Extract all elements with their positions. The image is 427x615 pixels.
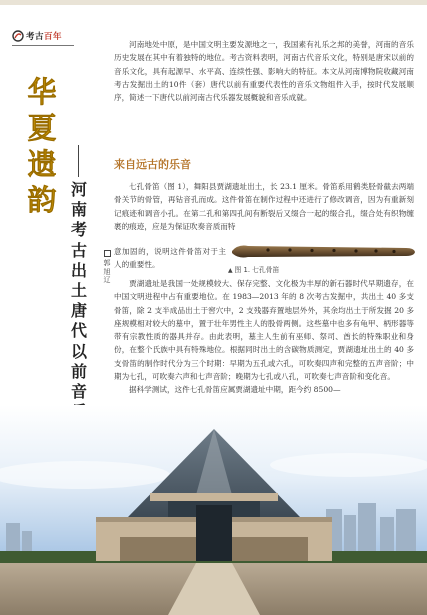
top-decor-band xyxy=(0,0,427,5)
intro-paragraph: 河南地处中原，是中国文明主要发源地之一，我国素有礼乐之邦的美誉，河南的音乐历史发展在其中有着独特的地位。考古资料表明，河南古代音乐文化，特别是唐宋以前的音乐文化，具有起源早、水平高、连续性强、影响大的特征。本文从河南博物院收藏河南考古发掘出土的10件（套）唐代以前有重要代表性的音乐文物组件入手，按时代发展顺序，简述一下唐代以前河南古代乐器发展概貌和音乐成就。 xyxy=(114,40,414,103)
subtitle-char: 河 xyxy=(70,180,87,199)
title-char: 韵 xyxy=(27,183,57,217)
subtitle-char: 南 xyxy=(70,200,87,220)
flute-paragraph-part1 xyxy=(114,180,414,233)
column-logo-icon xyxy=(12,30,24,42)
subtitle-char: 考 xyxy=(70,220,87,240)
article-title xyxy=(20,74,64,218)
dating-paragraph-text: 据科学测试，这件七孔骨笛应属贾湖遗址中期，距今约 8500— xyxy=(129,385,341,395)
author-char: 郭 xyxy=(103,259,111,267)
column-label-b: 百年 xyxy=(44,32,63,42)
author-char: 旭 xyxy=(103,267,111,276)
subtitle-char: 音 xyxy=(70,382,87,402)
title-char: 遗 xyxy=(27,147,57,181)
section-heading: 来自远古的乐音 xyxy=(114,158,191,171)
column-rule xyxy=(12,45,74,46)
author-box-icon xyxy=(104,250,111,257)
museum-photo xyxy=(0,405,427,615)
jiahu-paragraph xyxy=(114,277,414,397)
subtitle-char: 以 xyxy=(70,341,87,361)
flute-paragraph-text: 七孔骨笛（图 1），舞阳县贾湖遗址出土，长 23.1 厘米。骨笛系用鹤类胫骨截去两端骨关节的骨管，再钻音孔而成。这件骨笛在制作过程中还进行了修改调音，因为有重新刻记痕迹和调音小孔。在第二孔和第四孔间有断裂后又缀合一起的缀合孔，缀合处有织物缠裹的痕迹，应是为保证吹奏音质而特 xyxy=(114,182,414,231)
flute-paragraph-part2: 意加固的，说明这件骨笛对于主人的重要性。 xyxy=(114,247,226,270)
column-badge xyxy=(12,30,62,42)
subtitle-char: 代 xyxy=(70,321,87,341)
column-label-a: 考古 xyxy=(26,32,45,42)
figure-caption: ▲ 图 1. 七孔骨笛 xyxy=(228,264,279,274)
subtitle-dash xyxy=(78,145,79,177)
title-char: 华 xyxy=(27,75,57,109)
bone-flute-image xyxy=(228,238,418,264)
column-label xyxy=(26,30,62,42)
subtitle-char: 出 xyxy=(70,260,87,280)
author-byline xyxy=(101,250,113,285)
subtitle-char: 土 xyxy=(70,281,87,301)
subtitle-char: 前 xyxy=(70,361,87,381)
author-char: 辽 xyxy=(103,276,111,284)
subtitle-char: 唐 xyxy=(70,301,87,321)
subtitle-char: 古 xyxy=(70,240,87,260)
jiahu-paragraph-text: 贾湖遗址是我国一处规模较大、保存完整、文化极为丰厚的新石器时代早期遗存，在中国文明进程中占有重要地位。在 1983—2013 年的 8 次考古发掘中，共出土 40 多支骨笛，除 2 支半成品出土于窖穴中，2 支残器弃置地层外外，其余均出土于所发掘 20 多座规模相对较大的墓中，置于壮年男性主人的股骨两侧。这些墓中也多有龟甲、柄形器等带有宗教性质的器具并存。由此表明，墓主人生前有巫师、祭司、酋长的特殊职业和身份，在整个氏族中具有特殊地位。根据同时出土的含碳物质测定，贾湖遗址出土的 40 多支骨笛的制作时代分为三个时期：早期为五孔或六孔，可吹奏四声和完整的五声音阶；中期为七孔，可吹奏六声和七声音阶；晚期为七孔或八孔，可吹奏七声音阶和变化音。 xyxy=(114,279,414,382)
title-char: 夏 xyxy=(27,111,57,145)
